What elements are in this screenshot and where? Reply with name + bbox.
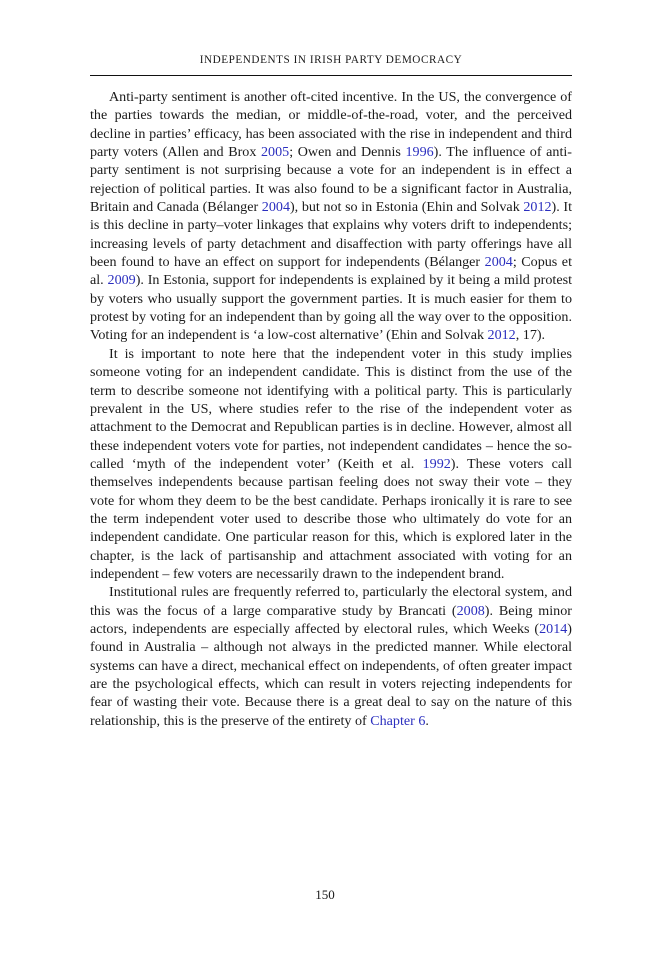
reference-link[interactable]: 2008 — [456, 602, 485, 619]
body-text-block — [90, 88, 572, 730]
reference-link[interactable]: 2009 — [107, 272, 136, 289]
reference-link[interactable]: 2004 — [261, 199, 290, 216]
para-institutional-rules: Institutional rules are frequently referred to, particularly the electoral system, and this was the focus of a large comparative study by Brancati (2008). Being minor actors, independents are especially affected by electoral rules, which Weeks (2014) found in Australia – although not always in the predicted manner. While electoral systems can have a direct, mechanical effect on independents, of often greater impact are the psychological effects, which can result in voters rejecting independents for fear of wasting their vote. Because there is a great deal to say on the nature of this relationship, this is the preserve of the entirety of Chapter 6. — [90, 584, 572, 729]
header-rule — [90, 75, 572, 76]
reference-link[interactable]: 2005 — [261, 144, 290, 161]
para-anti-party-sentiment: Anti-party sentiment is another oft-cited incentive. In the US, the convergence of the parties towards the median, or middle-of-the-road, voter, and the perceived decline in parties’ efficacy, has been associated with the rise in independent and third party voters (Allen and Brox 2005; Owen and Dennis 1996). The influence of anti-party sentiment is not surprising because a vote for an independent is in effect a rejection of political parties. It was also found to be a significant factor in Australia, Britain and Canada (Bélanger 2004), but not so in Estonia (Ehin and Solvak 2012). It is this decline in party–voter linkages that explains why voters drift to independents; increasing levels of party detachment and disaffection with party offerings have all been found to have an effect on support for independents (Bélanger 2004; Copus et al. 2009). In Estonia, support for independents is explained by it being a mild protest by voters who usually support the government parties. It is much easier for them to protest by voting for an independent than by going all the way over to the opposition. Voting for an independent is ‘a low-cost alternative’ (Ehin and Solvak 2012, 17). — [90, 89, 572, 344]
reference-link[interactable]: 1996 — [405, 144, 434, 161]
reference-link[interactable]: 2004 — [484, 254, 513, 271]
page-number: 150 — [315, 887, 335, 902]
running-head: INDEPENDENTS IN IRISH PARTY DEMOCRACY — [199, 54, 463, 66]
para-independent-voter-definition: It is important to note here that the independent voter in this study implies someone voting for an independent candidate. This is distinct from the use of the term to describe someone not identifying with a political party. This is particularly prevalent in the US, where studies refer to the rise of the independent voter as attachment to the Democrat and Republican parties is in decline. However, almost all these independent voters vote for parties, not independent candidates – hence the so-called ‘myth of the independent voter’ (Keith et al. 1992). These voters call themselves independents because partisan feeling does not sway their vote – they vote for whom they deem to be the best candidate. Perhaps ironically it is rare to see the term independent voter used to describe those who ultimately do vote for an independent candidate. One particular reason for this, which is explored later in the chapter, is the lack of partisanship and attachment associated with voting for an independent – few voters are necessarily drawn to the independent brand. — [90, 345, 572, 582]
reference-link[interactable]: 1992 — [422, 455, 451, 472]
reference-link[interactable]: 2012 — [487, 327, 516, 344]
reference-link[interactable]: Chapter 6 — [370, 712, 426, 729]
reference-link[interactable]: 2014 — [539, 620, 568, 637]
reference-link[interactable]: 2012 — [523, 199, 552, 216]
